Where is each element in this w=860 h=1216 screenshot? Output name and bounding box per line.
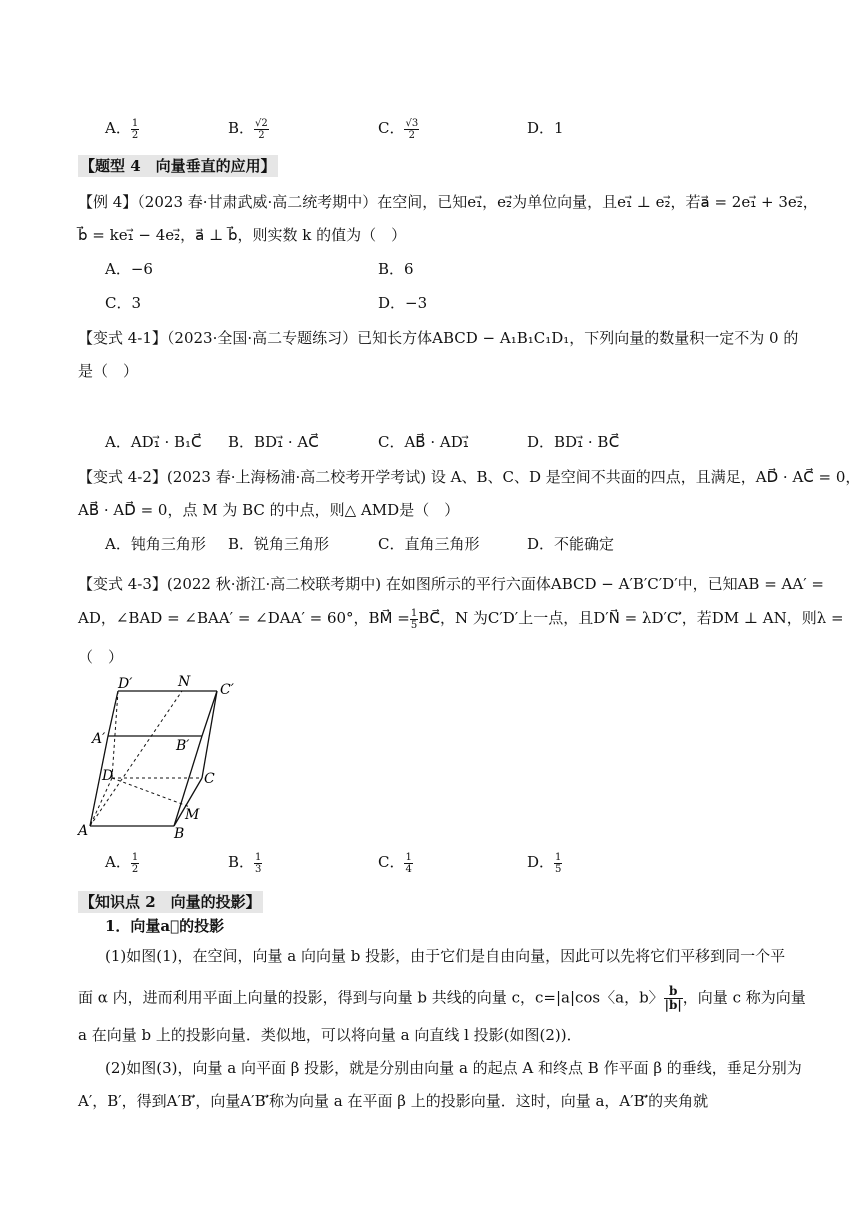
variant41-option-c: C．AB⃗ · AD₁⃗ <box>378 433 469 451</box>
variant42-option-b: B．锐角三角形 <box>228 535 330 553</box>
fraction: $\frac{√2}{2}$ <box>255 117 268 141</box>
label-C-prime: C′ <box>220 682 234 698</box>
variant43-line3: （ ） <box>78 648 124 666</box>
variant43-line1: 【变式 4-3】(2022 秋·浙江·高二校联考期中) 在如图所示的平行六面体ABCD − A′B′C′D′中，已知AB = AA′ = <box>78 575 824 593</box>
example4-line1: 【例 4】（2023 春·甘肃武威·高二统考期中）在空间，已知e₁⃗，e₂⃗为单位向量，且e₁⃗ ⊥ e₂⃗，若a⃗ = 2e₁⃗ + 3e₂⃗， <box>78 193 818 211</box>
k2-p2-line1: (2)如图(3)，向量 a 向平面 β 投影，就是分别由向量 a 的起点 A 和终点 B 作平面 β 的垂线，垂足分别为 <box>105 1059 802 1077</box>
parallelepiped-figure <box>70 670 260 845</box>
variant41-option-b: B．BD₁⃗ · AC⃗ <box>228 433 319 451</box>
k2-p1-line1: (1)如图(1)，在空间，向量 a 向向量 b 投影，由于它们是自由向量，因此可以先将它们平移到同一个平 <box>105 947 786 965</box>
variant42-option-c: C．直角三角形 <box>378 535 480 553</box>
variant43-option-a: A． $\frac{1}{2}$ <box>105 851 139 875</box>
variant41-option-a: A．AD₁⃗ · B₁C⃗ <box>105 433 202 451</box>
example4-line2: b⃗ = ke₁⃗ − 4e₂⃗，a⃗ ⊥ b⃗，则实数 k 的值为（ ） <box>78 226 407 244</box>
k2-p1-line2: 面 α 内，进而利用平面上向量的投影，得到与向量 b 共线的向量 c，c=|a|cos〈a，b〉 $\frac{b}{|b|}$ ，向量 c 称为向量 <box>78 984 806 1012</box>
option-a: A． $\frac{1}{2}$ <box>105 117 139 141</box>
example4-option-b: B．6 <box>378 260 414 278</box>
fraction: $\frac{1}{3}$ <box>255 851 262 875</box>
variant43-option-b: B． $\frac{1}{3}$ <box>228 851 262 875</box>
fraction: $\frac{1}{4}$ <box>405 851 412 875</box>
hidden-edge <box>90 778 112 826</box>
fraction: $\frac{1}{2}$ <box>131 851 139 875</box>
edge <box>202 691 217 736</box>
section-heading: 【题型 4 向量垂直的应用】 <box>80 157 276 175</box>
fraction: $\frac{√3}{2}$ <box>405 117 419 141</box>
fraction: $\frac{1}{5}$ <box>410 607 418 631</box>
label-B-prime: B′ <box>176 738 190 754</box>
variant43-option-c: C． $\frac{1}{4}$ <box>378 851 412 875</box>
label-M: M <box>185 807 200 823</box>
example4-option-c: C．3 <box>105 294 142 312</box>
option-b: B． $\frac{√2}{2}$ <box>228 117 268 141</box>
edge <box>202 691 217 778</box>
label-A: A <box>78 823 89 839</box>
label-N: N <box>178 674 191 690</box>
variant41-line1: 【变式 4-1】（2023·全国·高二专题练习）已知长方体ABCD − A₁B₁C₁D₁，下列向量的数量积一定不为 0 的 <box>78 329 799 347</box>
label-B: B <box>174 826 185 842</box>
label-C: C <box>204 771 215 787</box>
variant42-line2: AB⃗ · AD⃗ = 0，点 M 为 BC 的中点，则△ AMD是（ ） <box>78 501 460 519</box>
fraction: $\frac{1}{2}$ <box>131 117 139 141</box>
k2-p1-line3: a 在向量 b 上的投影向量．类似地，可以将向量 a 向直线 l 投影(如图(2))． <box>78 1026 582 1044</box>
knowledge-subheading: 1．向量a⃗的投影 <box>105 917 225 935</box>
k2-p2-line2: A′，B′，得到A′B′⃗，向量A′B′⃗称为向量 a 在平面 β 上的投影向量．这时，向量 a，A′B′⃗的夹角就 <box>78 1092 709 1110</box>
variant43-option-d: D． $\frac{1}{5}$ <box>527 851 562 875</box>
variant42-option-a: A．钝角三角形 <box>105 535 206 553</box>
example4-option-d: D．−3 <box>378 294 428 312</box>
fraction: $\frac{b}{|b|}$ <box>664 984 682 1012</box>
label-D: D <box>102 768 114 784</box>
edge <box>108 691 118 736</box>
variant42-option-d: D．不能确定 <box>527 535 615 553</box>
option-c: C． $\frac{√3}{2}$ <box>378 117 419 141</box>
variant42-line1: 【变式 4-2】(2023 春·上海杨浦·高二校考开学考试) 设 A、B、C、D 是空间不共面的四点，且满足，AD⃗ · AC⃗ = 0， <box>78 468 860 486</box>
example4-option-a: A．−6 <box>105 260 153 278</box>
variant41-line2: 是（ ） <box>78 362 139 380</box>
fraction: $\frac{1}{5}$ <box>555 851 562 875</box>
variant41-option-d: D．BD₁⃗ · BC⃗ <box>527 433 620 451</box>
knowledge-heading: 【知识点 2 向量的投影】 <box>80 893 261 911</box>
label-D-prime: D′ <box>118 676 133 692</box>
line-DM <box>112 778 190 807</box>
option-d: D．1 <box>527 119 564 137</box>
label-A-prime: A′ <box>92 731 106 747</box>
variant43-line2: AD，∠BAD = ∠BAA′ = ∠DAA′ = 60°，BM⃗ = $\frac{1}{5}$ BC⃗，N 为C′D′上一点，且D′N⃗ = λD′C′⃗，若DM ⊥ AN，则λ = <box>78 607 844 631</box>
